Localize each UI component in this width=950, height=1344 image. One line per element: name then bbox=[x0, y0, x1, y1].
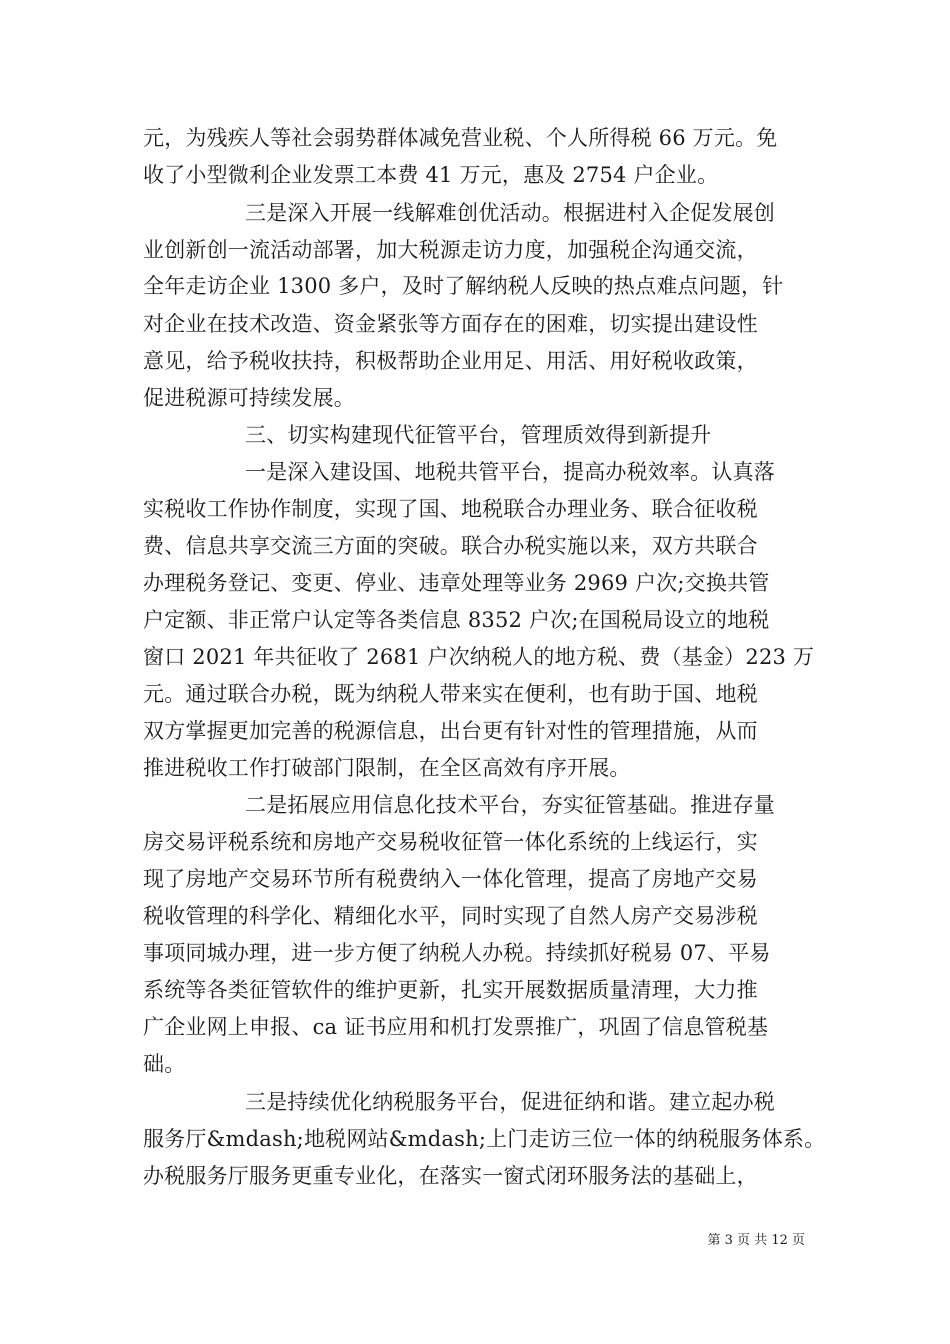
text-line: 户定额、非正常户认定等各类信息 8352 户次;在国税局设立的地税 bbox=[143, 608, 770, 632]
text-line: 事项同城办理，进一步方便了纳税人办税。持续抓好税易 07、平易 bbox=[143, 941, 771, 965]
text-line: 元。通过联合办税，既为纳税人带来实在便利，也有助于国、地税 bbox=[143, 682, 758, 706]
text-line: 房交易评税系统和房地产交易税收征管一体化系统的上线运行，实 bbox=[143, 830, 758, 854]
page-number-footer: 第 3 页 共 12 页 bbox=[707, 1233, 805, 1248]
text-line: 对企业在技术改造、资金紧张等方面存在的困难，切实提出建设性 bbox=[143, 312, 758, 336]
text-line: 系统等各类征管软件的维护更新，扎实开展数据质量清理，大力推 bbox=[143, 978, 758, 1002]
text-line: 税收管理的科学化、精细化水平，同时实现了自然人房产交易涉税 bbox=[143, 904, 758, 928]
text-line: 业创新创一流活动部署，加大税源走访力度，加强税企沟通交流， bbox=[143, 238, 758, 262]
text-line: 实税收工作协作制度，实现了国、地税联合办理业务、联合征收税 bbox=[143, 497, 758, 521]
text-line: 双方掌握更加完善的税源信息，出台更有针对性的管理措施，从而 bbox=[143, 719, 758, 743]
text-line: 费、信息共享交流三方面的突破。联合办税实施以来，双方共联合 bbox=[143, 534, 758, 558]
text-line: 服务厅&mdash;地税网站&mdash;上门走访三位一体的纳税服务体系。 bbox=[143, 1127, 826, 1151]
text-line: 办税服务厅服务更重专业化，在落实一窗式闭环服务法的基础上， bbox=[143, 1164, 758, 1188]
paragraph-start-line: 二是拓展应用信息化技术平台，夯实征管基础。推进存量 bbox=[245, 793, 775, 817]
paragraph-start-line: 三是持续优化纳税服务平台，促进征纳和谐。建立起办税 bbox=[245, 1090, 775, 1114]
text-line: 础。 bbox=[143, 1052, 186, 1076]
paragraph-start-line: 三是深入开展一线解难创优活动。根据进村入企促发展创 bbox=[245, 201, 775, 225]
text-line: 窗口 2021 年共征收了 2681 户次纳税人的地方税、费（基金）223 万 bbox=[143, 645, 815, 669]
text-line: 促进税源可持续发展。 bbox=[143, 386, 355, 410]
text-line: 元，为残疾人等社会弱势群体减免营业税、个人所得税 66 万元。免 bbox=[143, 126, 778, 150]
text-line: 现了房地产交易环节所有税费纳入一体化管理，提高了房地产交易 bbox=[143, 867, 758, 891]
text-line: 全年走访企业 1300 多户，及时了解纳税人反映的热点难点问题，针 bbox=[143, 274, 784, 298]
paragraph-start-line: 一是深入建设国、地税共管平台，提高办税效率。认真落 bbox=[245, 460, 775, 484]
text-line: 收了小型微利企业发票工本费 41 万元，惠及 2754 户企业。 bbox=[143, 163, 719, 187]
text-line: 意见，给予税收扶持，积极帮助企业用足、用活、用好税收政策， bbox=[143, 349, 758, 373]
text-line: 推进税收工作打破部门限制，在全区高效有序开展。 bbox=[143, 756, 631, 780]
text-line: 广企业网上申报、ca 证书应用和机打发票推广，巩固了信息管税基 bbox=[143, 1015, 769, 1039]
section-heading: 三、切实构建现代征管平台，管理质效得到新提升 bbox=[245, 423, 712, 447]
text-line: 办理税务登记、变更、停业、违章处理等业务 2969 户次;交换共管 bbox=[143, 571, 770, 595]
